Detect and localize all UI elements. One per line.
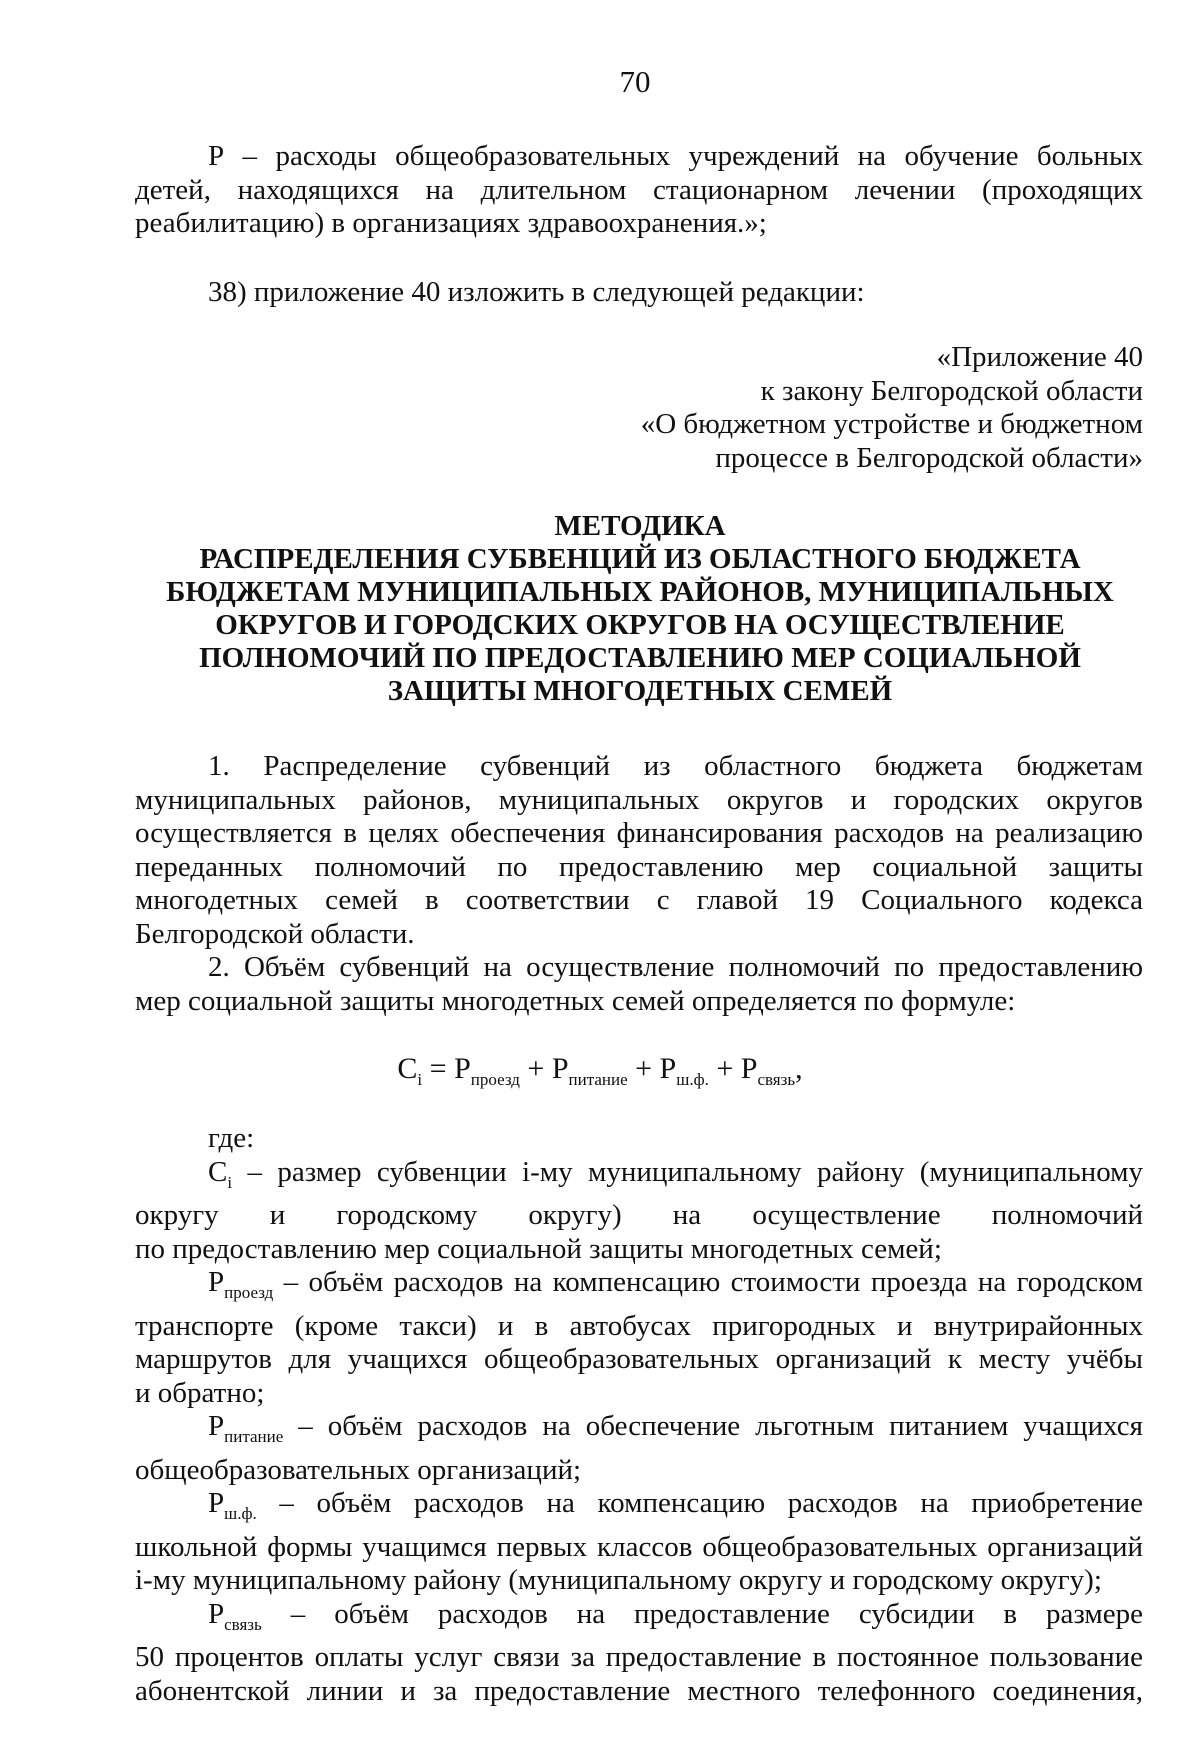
text-line: детей, находящихся на длительном стационарном лечении (проходящих	[135, 173, 1143, 206]
where-label: где:	[208, 1122, 255, 1154]
appendix-line: к закону Белгородской области	[760, 374, 1143, 407]
text-line: абонентской линии и за предоставление местного телефонного соединения,	[135, 1674, 1143, 1707]
text-line: школьной формы учащимся первых классов общеобразовательных организаций	[135, 1530, 1143, 1563]
text-line: переданных полномочий по предоставлению мер социальной защиты	[135, 850, 1143, 883]
formula	[0, 1052, 1200, 1090]
appendix-line: процессе в Белгородской области»	[715, 441, 1143, 474]
page-number: 70	[619, 64, 651, 99]
definition-pitanie	[135, 1410, 1143, 1454]
title-line: РАСПРЕДЕЛЕНИЯ СУБВЕНЦИЙ ИЗ ОБЛАСТНОГО БЮДЖЕТА	[199, 543, 1081, 575]
paragraph-1	[135, 750, 1143, 1018]
definitions	[135, 1122, 1143, 1708]
paragraph-2-line: мер социальной защиты многодетных семей определяется по формуле:	[135, 984, 1016, 1017]
title-line: ОКРУГОВ И ГОРОДСКИХ ОКРУГОВ НА ОСУЩЕСТВЛЕНИЕ	[215, 609, 1065, 641]
text-line: общеобразовательных организаций;	[135, 1453, 582, 1486]
formula-sub: ш.ф.	[676, 1070, 709, 1089]
title-line: ЗАЩИТЫ МНОГОДЕТНЫХ СЕМЕЙ	[387, 675, 893, 707]
text-line: транспорте (кроме такси) и в автобусах пригородных и внутрирайонных	[135, 1309, 1143, 1342]
symbol: Р	[208, 1266, 225, 1298]
formula-term: Р	[659, 1052, 677, 1085]
title-line: ПОЛНОМОЧИЙ ПО ПРЕДОСТАВЛЕНИЮ МЕР СОЦИАЛЬНОЙ	[199, 642, 1081, 674]
text-line: 50 процентов оплаты услуг связи за предоставление в постоянное пользование	[135, 1641, 1143, 1673]
title-line: БЮДЖЕТАМ МУНИЦИПАЛЬНЫХ РАЙОНОВ, МУНИЦИПАЛЬНЫХ	[166, 576, 1114, 608]
symbol-sub: связь	[224, 1614, 262, 1634]
text-line: i-му муниципальному району (муниципальному округу и городскому округу);	[135, 1564, 1102, 1596]
formula-lhs: C	[397, 1052, 418, 1085]
definition-text: – объём расходов на компенсацию расходов на приобретение	[256, 1487, 1143, 1519]
formula-sub: связь	[757, 1070, 796, 1089]
intro-paragraph	[135, 140, 1143, 241]
symbol: Р	[208, 1410, 225, 1442]
text-line: муниципальных районов, муниципальных округов и городских округов	[135, 783, 1143, 816]
symbol: C	[208, 1155, 228, 1188]
appendix-line: «О бюджетном устройстве и бюджетном	[640, 408, 1143, 440]
symbol: Р	[208, 1597, 225, 1630]
formula-lhs-sub: i	[417, 1070, 423, 1089]
formula-term: Р	[740, 1052, 758, 1085]
text-line: маршрутов для учащихся общеобразовательных организаций к месту учёбы	[135, 1343, 1143, 1375]
formula-term: Р	[551, 1052, 569, 1085]
text-line: Белгородской области.	[135, 917, 415, 950]
definition-text: – размер субвенции i-му муниципальному району (муниципальному	[232, 1155, 1143, 1188]
definition-text: – объём расходов на компенсацию стоимости проезда на городском	[273, 1266, 1143, 1298]
formula-plus: +	[708, 1052, 741, 1085]
document-title	[95, 510, 1185, 708]
item-38-paragraph	[135, 276, 1143, 310]
formula-plus: +	[519, 1052, 552, 1085]
appendix-line: «Приложение 40	[936, 341, 1143, 373]
formula-term: Р	[454, 1052, 471, 1085]
appendix-header	[443, 341, 1143, 475]
text-line: Р – расходы общеобразовательных учреждений на обучение больных	[208, 140, 1143, 172]
formula-plus: +	[627, 1052, 660, 1085]
text-line: многодетных семей в соответствии с главой 19 Социального кодекса	[135, 884, 1143, 916]
formula-eq: =	[422, 1052, 455, 1085]
text-line: 1. Распределение субвенций из областного бюджета бюджетам	[208, 750, 1143, 782]
definition-text: – объём расходов на предоставление субсидии в размере	[261, 1597, 1143, 1630]
definition-proezd	[135, 1266, 1143, 1310]
text-line: и обратно;	[135, 1376, 265, 1409]
formula-tail: ,	[795, 1052, 803, 1085]
symbol-sub: питание	[224, 1427, 284, 1446]
definition-ci	[135, 1156, 1143, 1200]
text-line: округу и городскому округу) на осуществление полномочий	[135, 1199, 1143, 1231]
symbol-sub: проезд	[224, 1283, 274, 1302]
formula-sub: проезд	[470, 1070, 520, 1089]
definition-text: – объём расходов на обеспечение льготным питанием учащихся	[283, 1410, 1143, 1442]
paragraph-2-line: 2. Объём субвенций на осуществление полномочий по предоставлению	[208, 951, 1143, 983]
title-line: МЕТОДИКА	[554, 510, 726, 542]
symbol-sub: i	[227, 1172, 233, 1192]
symbol-sub: ш.ф.	[224, 1504, 257, 1523]
definition-svyaz	[135, 1598, 1143, 1642]
text-line: по предоставлению мер социальной защиты многодетных семей;	[135, 1232, 942, 1265]
text-line: 38) приложение 40 изложить в следующей редакции:	[208, 276, 865, 308]
formula-sub: питание	[568, 1070, 628, 1089]
text-line: осуществляется в целях обеспечения финансирования расходов на реализацию	[135, 817, 1143, 849]
definition-shf	[135, 1487, 1143, 1531]
symbol: Р	[208, 1487, 225, 1519]
text-line: реабилитацию) в организациях здравоохранения.»;	[135, 207, 767, 239]
